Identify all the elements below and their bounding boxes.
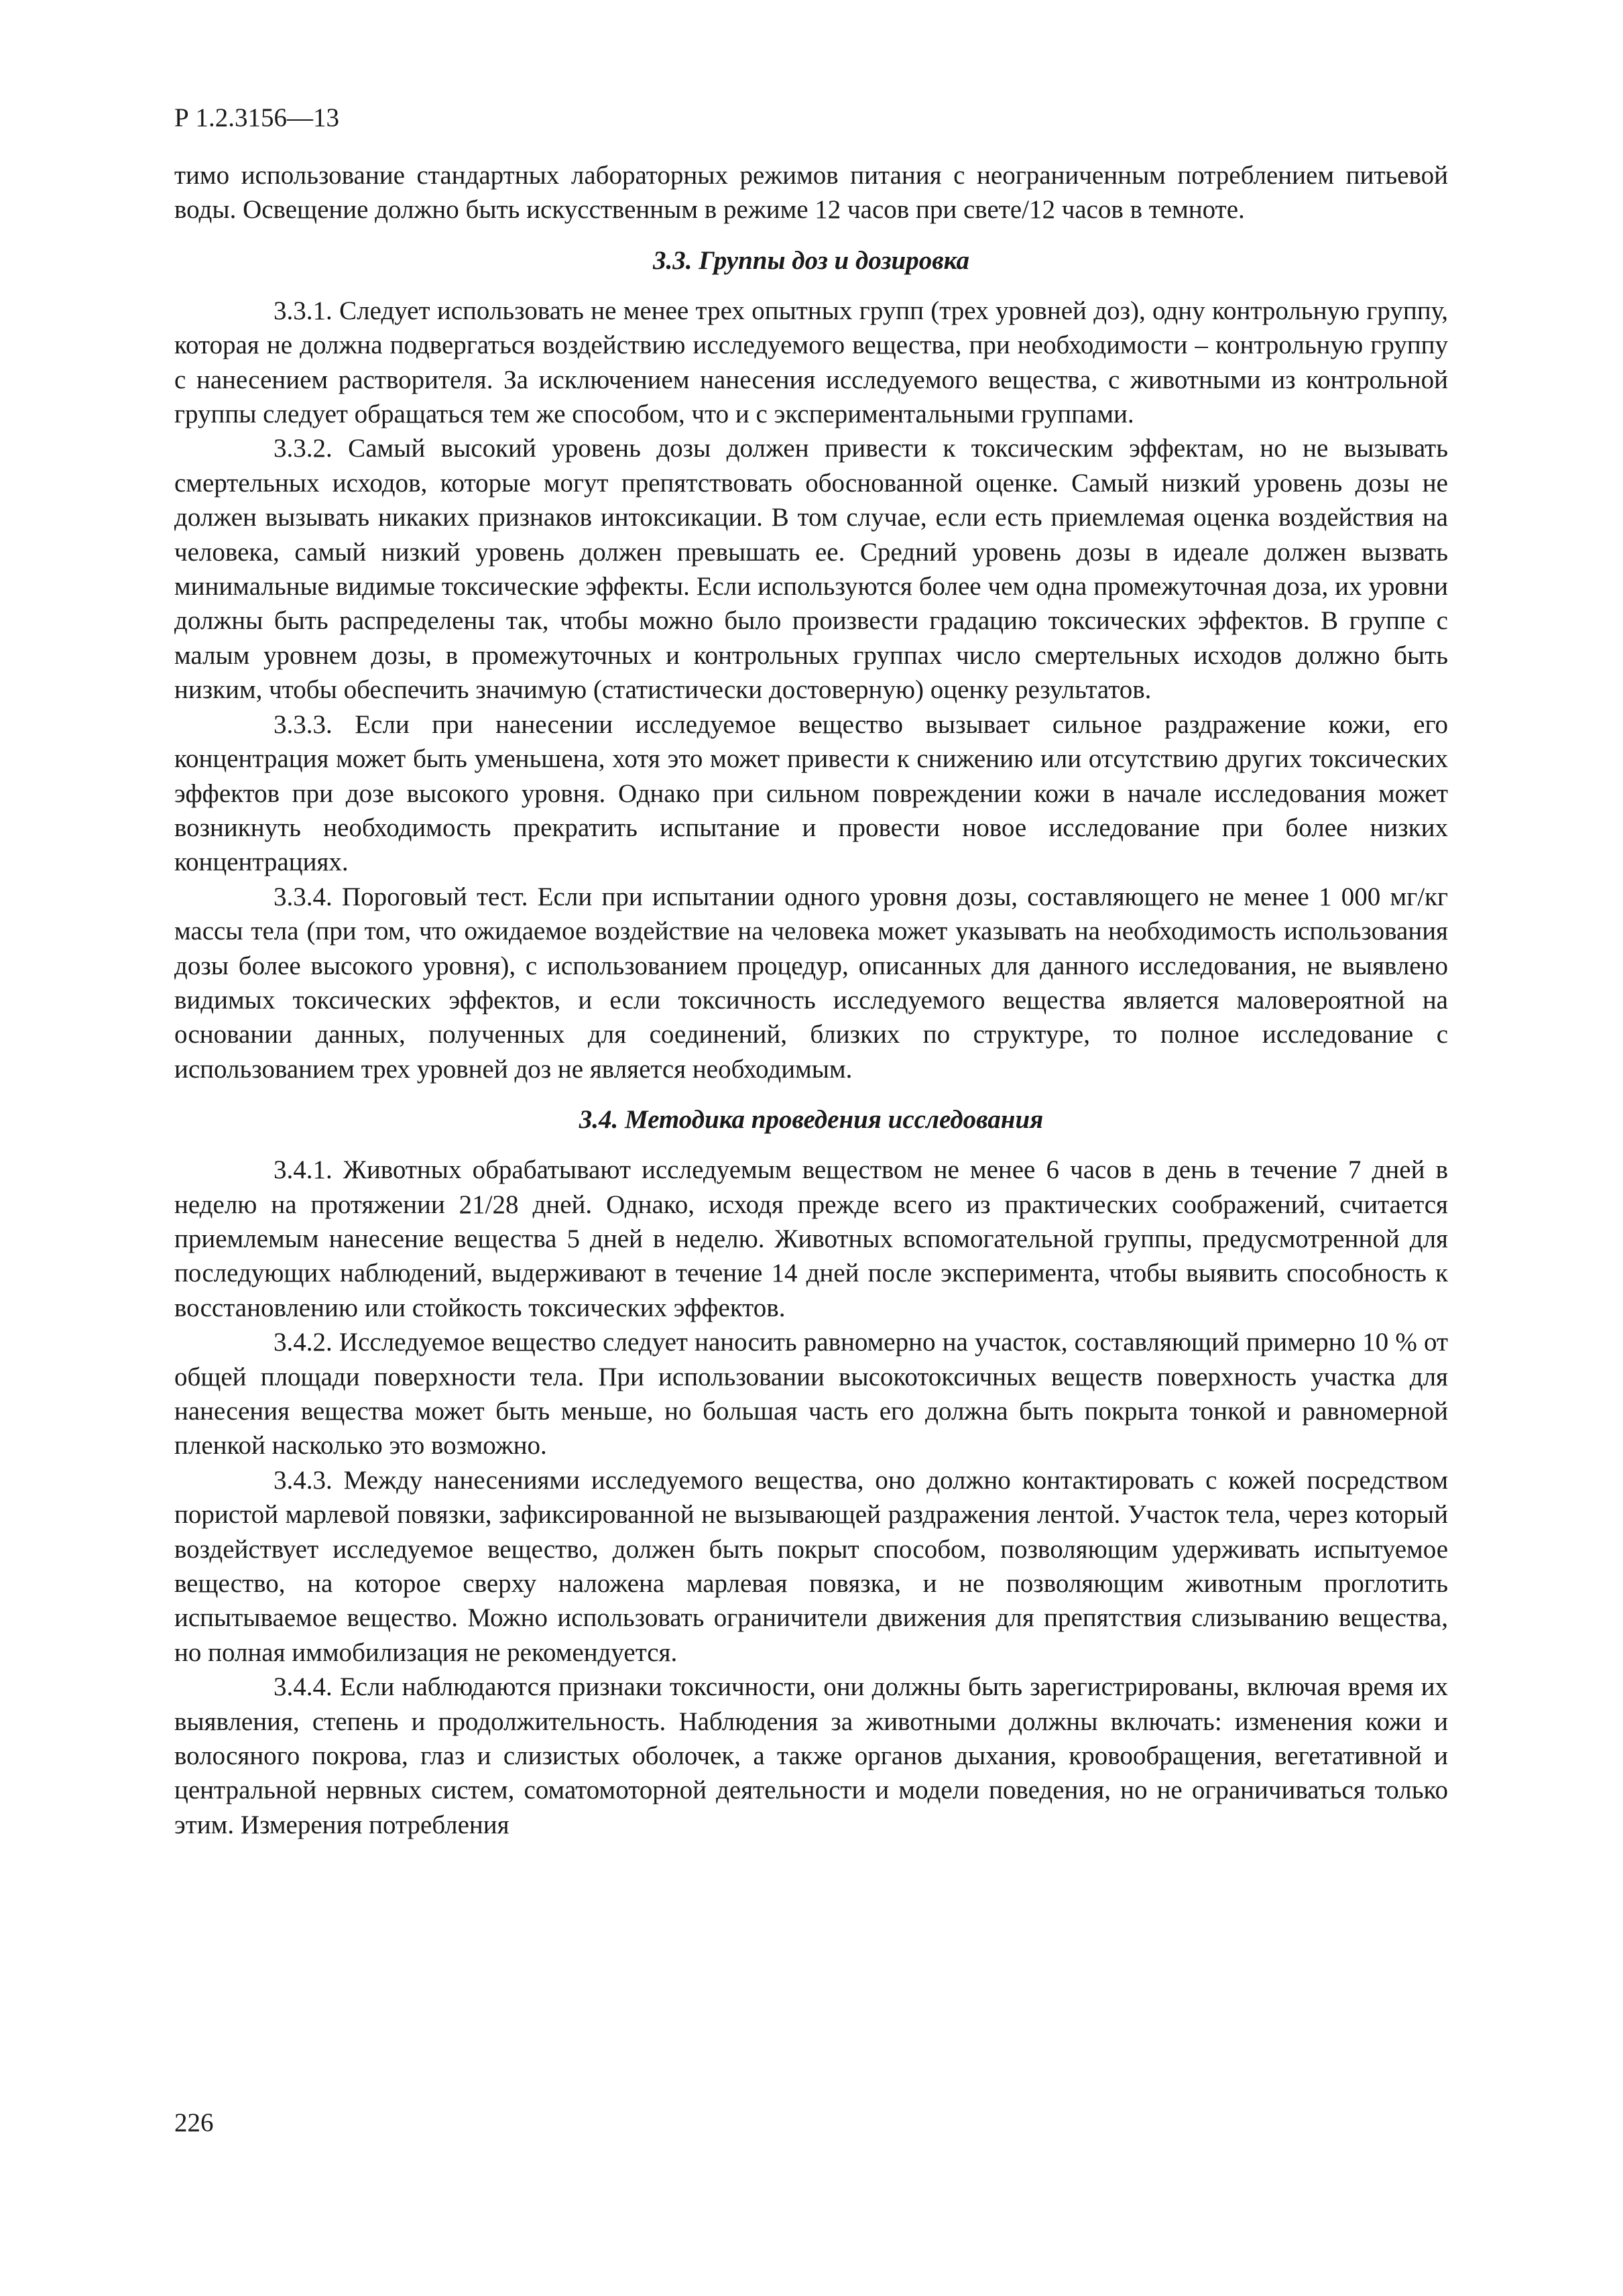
paragraph-3-3-1: 3.3.1. Следует использовать не менее трех опытных групп (трех уровней доз), одну контрольную группу, которая не должна подвергаться воздействию исследуемого вещества, при необходимости – контрольную группу с нанесением растворителя. За исключением нанесения исследуемого вещества, с животными из контрольной группы следует обращаться тем же способом, что и с экспериментальными группами. <box>174 296 1448 429</box>
paragraph-3-4-2: 3.4.2. Исследуемое вещество следует наносить равномерно на участок, составляющий примерно 10 % от общей площади поверхности тела. При использовании высокотоксичных веществ поверхность участка для нанесения вещества может быть меньше, но большая часть его должна быть покрыта тонкой и равномерной пленкой насколько это возможно. <box>174 1328 1448 1460</box>
document-code: Р 1.2.3156—13 <box>174 103 339 132</box>
paragraph-3-3-2: 3.3.2. Самый высокий уровень дозы должен привести к токсическим эффектам, но не вызывать смертельных исходов, которые могут препятствовать обоснованной оценке. Самый низкий уровень дозы не должен вызывать никаких признаков интоксикации. В том случае, если есть приемлемая оценка воздействия на человека, самый низкий уровень должен превышать ее. Средний уровень дозы в идеале должен вызвать минимальные видимые токсические эффекты. Если используются более чем одна промежуточная доза, их уровни должны быть распределены так, чтобы можно было произвести градацию токсических эффектов. В группе с малым уровнем дозы, в промежуточных и контрольных группах число смертельных исходов должно быть низким, чтобы обеспечить значимую (статистически достоверную) оценку результатов. <box>174 434 1448 705</box>
section-title-3-3: 3.3. Группы доз и дозировка <box>653 245 969 275</box>
intro-paragraph: тимо использование стандартных лабораторных режимов питания с неограниченным потреблением питьевой воды. Освещение должно быть искусственным в режиме 12 часов при свете/12 часов в темноте. <box>174 161 1448 225</box>
paragraph-3-3-4: 3.3.4. Пороговый тест. Если при испытании одного уровня дозы, составляющего не менее 1 000 мг/кг массы тела (при том, что ожидаемое воздействие на человека может указывать на необходимость использования дозы более высокого уровня), с использованием процедур, описанных для данного исследования, не выявлено видимых токсических эффектов, и если токсичность исследуемого вещества является маловероятной на основании данных, полученных для соединений, близких по структуре, то полное исследование с использованием трех уровней доз не является необходимым. <box>174 882 1448 1084</box>
section-title-3-4: 3.4. Методика проведения исследования <box>579 1105 1044 1135</box>
document-page <box>174 101 1448 2226</box>
paragraph-3-4-3: 3.4.3. Между нанесениями исследуемого вещества, оно должно контактировать с кожей посредством пористой марлевой повязки, зафиксированной не вызывающей раздражения лентой. Участок тела, через который воздействует исследуемое вещество, должен быть покрыт способом, позволяющим удерживать испытуемое вещество, на которое сверху наложена марлевая повязка, и не позволяющим животным проглотить испытываемое вещество. Можно использовать ограничители движения для препятствия слизыванию вещества, но полная иммобилизация не рекомендуется. <box>174 1465 1448 1667</box>
paragraph-3-4-1: 3.4.1. Животных обрабатывают исследуемым веществом не менее 6 часов в день в течение 7 дней в неделю на протяжении 21/28 дней. Однако, исходя прежде всего из практических соображений, считается приемлемым нанесение вещества 5 дней в неделю. Животных вспомогательной группы, предусмотренной для последующих наблюдений, выдерживают в течение 14 дней после эксперимента, чтобы выявить способность к восстановлению или стойкость токсических эффектов. <box>174 1155 1448 1322</box>
paragraph-3-3-3: 3.3.3. Если при нанесении исследуемое вещество вызывает сильное раздражение кожи, его концентрация может быть уменьшена, хотя это может привести к снижению или отсутствию других токсических эффектов при дозе высокого уровня. Однако при сильном повреждении кожи в начале исследования может возникнуть необходимость прекратить испытание и провести новое исследование при более низких концентрациях. <box>174 709 1448 877</box>
page-number: 226 <box>174 2108 214 2137</box>
paragraph-3-4-4: 3.4.4. Если наблюдаются признаки токсичности, они должны быть зарегистрированы, включая время их выявления, степень и продолжительность. Наблюдения за животными должны включать: изменения кожи и волосяного покрова, глаз и слизистых оболочек, а также органов дыхания, кровообращения, вегетативной и центральной нервных систем, соматомоторной деятельности и модели поведения, но не ограничиваться только этим. Измерения потребления <box>174 1672 1448 1839</box>
